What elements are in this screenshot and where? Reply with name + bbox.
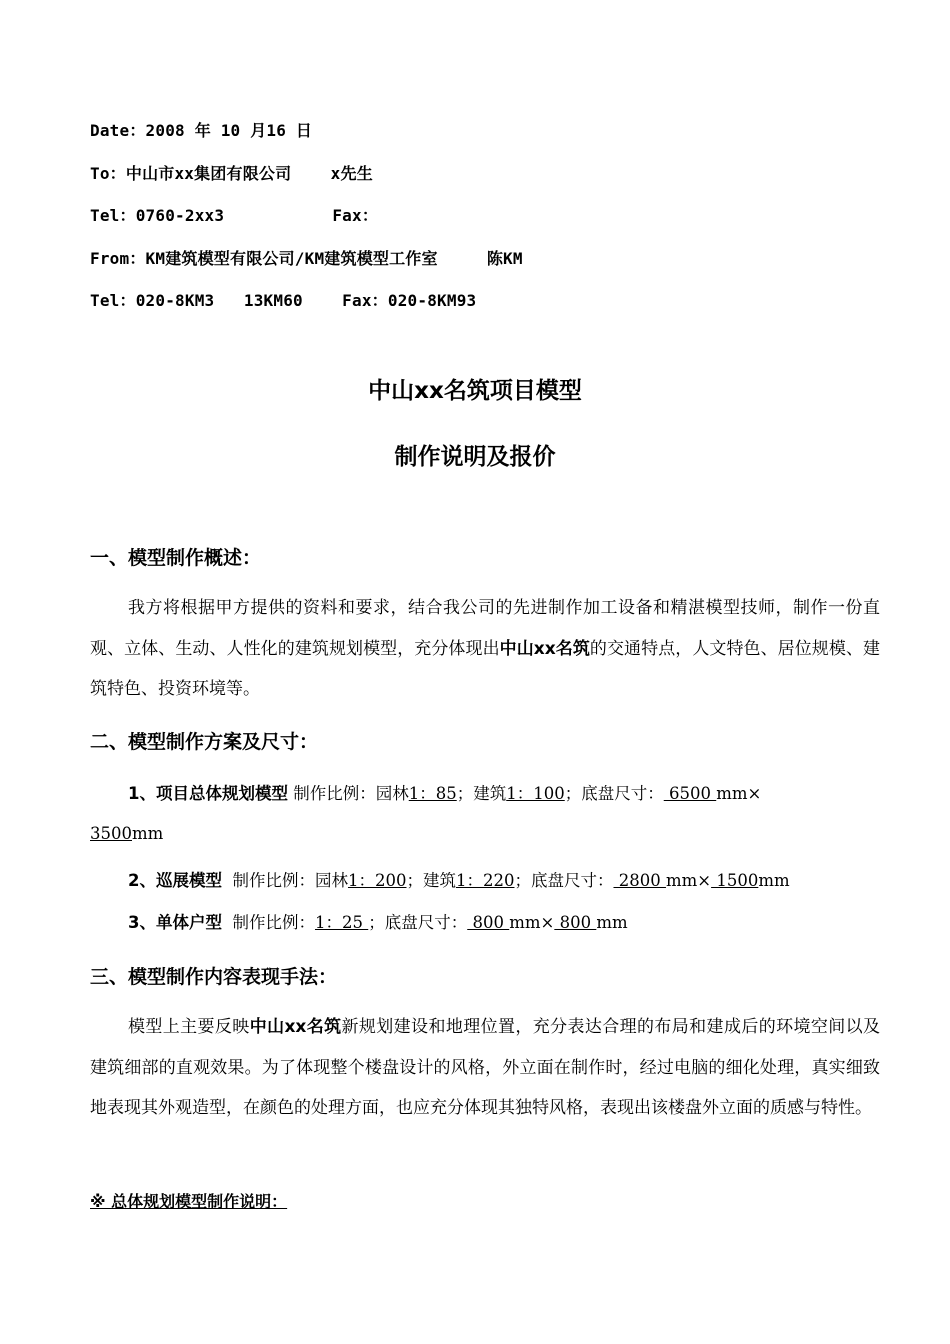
item-3-height: 800 (554, 913, 597, 932)
item-1-base-prefix: ；底盘尺寸： (564, 784, 664, 803)
item-1-build-ratio: 1：100 (506, 784, 565, 803)
project-name-bold: 中山xx名筑 (499, 638, 590, 659)
section-3-heading: 三、模型制作内容表现手法： (90, 966, 338, 988)
item-3-times: mm× (509, 913, 555, 932)
item-1-garden-ratio: 1：85 (408, 784, 457, 803)
item-2-times: mm× (665, 871, 712, 890)
item-1-width: 6500 (663, 784, 717, 803)
sender-tel-fax-line: Tel：020-8KM3 13KM60 Fax：020-8KM93 (90, 291, 477, 310)
item-3-ratio: 1：25 (314, 913, 369, 932)
item-1-build-prefix: ；建筑 (456, 784, 507, 803)
item-3-base-prefix: ；底盘尺寸： (368, 913, 468, 932)
section-1-heading: 一、模型制作概述： (90, 547, 262, 569)
item-1-times: mm× (716, 784, 762, 803)
section-3-paragraph (90, 1007, 880, 1129)
item-1-height: 3500 (90, 824, 132, 843)
section-1-text-a: 我方将根据甲方提供的资料和要求，结合我公司的先进制作加工设备和精湛模型技师，制作一份直观、立体、生动、人性化的建筑规划模型，充分体现出 (90, 598, 880, 659)
item-2-width: 2800 (613, 871, 666, 890)
section-1-text-b: 的交通特点，人文特色、居位规模、建筑特色、投资环境等。 (90, 638, 881, 699)
item-3-width: 800 (467, 913, 510, 932)
to-line: To：中山市xx集团有限公司 x先生 (90, 164, 373, 183)
item-2-ratio-prefix: 制作比例：园林 (221, 871, 348, 890)
page-title: 中山xx名筑项目模型 (368, 378, 582, 404)
section-3-text-a: 模型上主要反映 (128, 1017, 250, 1037)
page-subtitle: 制作说明及报价 (394, 444, 556, 470)
item-1-line-continued (90, 824, 163, 843)
project-name-bold-2: 中山xx名筑 (249, 1017, 342, 1037)
item-2-build-ratio: 1：220 (455, 871, 515, 890)
date-line: Date：2008 年 10 月16 日 (90, 121, 313, 140)
item-2-unit: mm (758, 871, 790, 890)
item-1-ratio-prefix: 制作比例：园林 (287, 784, 409, 803)
item-3-line (128, 909, 628, 933)
item-2-base-prefix: ；底盘尺寸： (514, 871, 614, 890)
item-1-label: 1、项目总体规划模型 (128, 784, 288, 803)
planning-model-note: ※ 总体规划模型制作说明： (90, 1192, 288, 1211)
item-3-unit: mm (596, 913, 628, 932)
tel-fax-line: Tel：0760-2xx3 Fax： (90, 206, 379, 225)
from-line: From：KM建筑模型有限公司/KM建筑模型工作室 陈KM (90, 249, 523, 268)
section-2-heading: 二、模型制作方案及尺寸： (90, 731, 319, 753)
item-3-ratio-prefix: 制作比例： (221, 913, 315, 932)
section-3-text-b: 新规划建设和地理位置，充分表达合理的布局和建成后的环境空间以及建筑细部的直观效果。为了体现整个楼盘设计的风格，外立面在制作时，经过电脑的细化处理，真实细致地表现其外观造型，在颜色的处理方面，也应充分体现其独特风格，表现出该楼盘外立面的质感与特性。 (90, 1017, 881, 1118)
item-2-build-prefix: ；建筑 (406, 871, 456, 890)
item-3-label: 3、单体户型 (128, 913, 222, 932)
item-2-height: 1500 (711, 871, 759, 890)
item-2-line (128, 867, 790, 891)
item-1-line (128, 780, 761, 804)
section-1-paragraph (90, 588, 880, 710)
item-2-label: 2、巡展模型 (128, 871, 222, 890)
item-1-unit: mm (132, 824, 164, 843)
item-2-garden-ratio: 1：200 (347, 871, 407, 890)
